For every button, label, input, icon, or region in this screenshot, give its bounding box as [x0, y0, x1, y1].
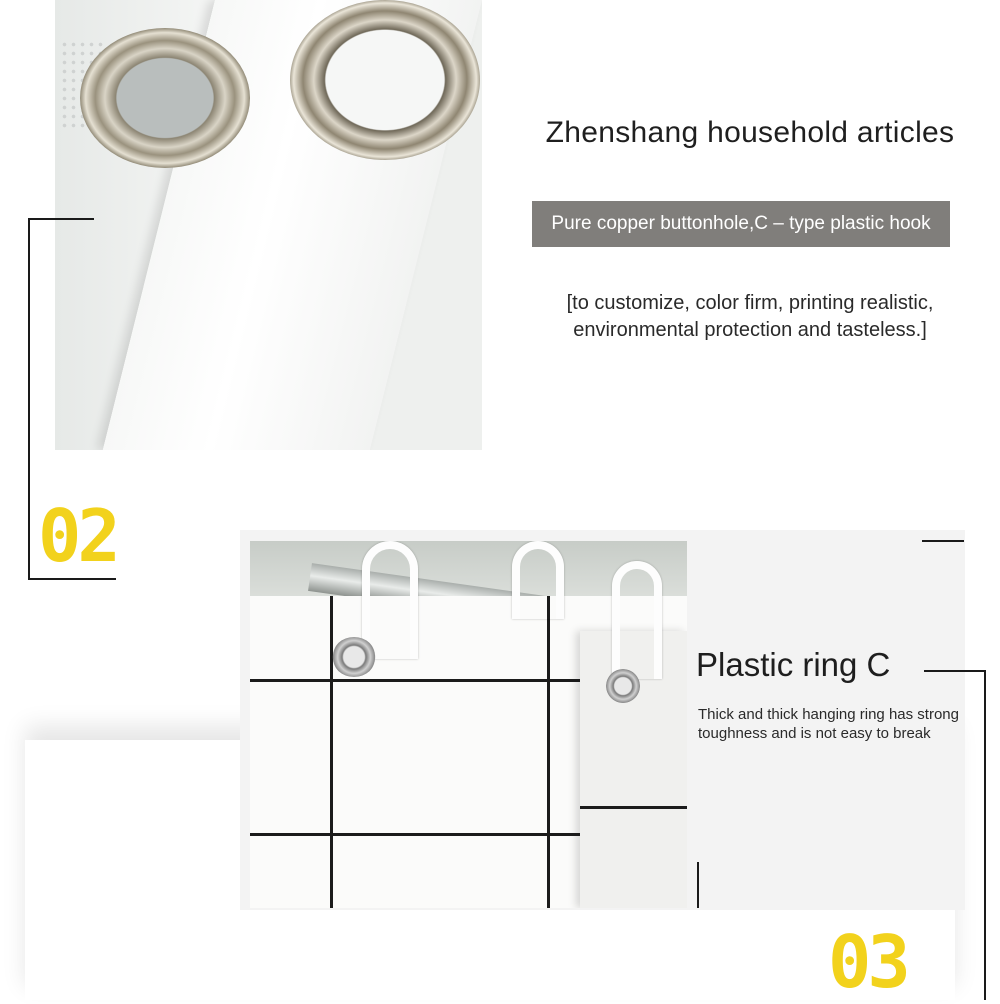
section-number-03: 03 [828, 920, 907, 1004]
bracket-line-top [28, 218, 94, 220]
grid-line [580, 806, 687, 809]
bracket-line-vertical [28, 218, 30, 580]
feature-tag [532, 201, 950, 247]
eyelet [606, 669, 640, 703]
section-number-02: 02 [38, 494, 117, 578]
eyelet [332, 637, 376, 677]
ring-bracket-top [924, 670, 986, 672]
grid-line [547, 596, 550, 908]
feature-tag-label: Pure copper buttonhole,C – type plastic hook [551, 213, 931, 234]
grid-line [250, 833, 580, 836]
description-line-1: [to customize, color firm, printing realistic, [566, 292, 934, 314]
brand-title: Zhenshang household articles [545, 116, 955, 149]
ring-title: Plastic ring C [696, 646, 891, 683]
bracket-line-bottom [28, 578, 116, 580]
ring-bracket-vertical [984, 670, 986, 1000]
grommet-photo [55, 0, 482, 450]
grid-line [250, 679, 580, 682]
grid-line [330, 596, 333, 908]
copper-grommet-right [290, 0, 480, 160]
divider-line [697, 862, 699, 908]
copper-grommet-left [80, 28, 250, 168]
corner-line [922, 540, 964, 542]
ring-description: Thick and thick hanging ring has strong toughness and is not easy to break [698, 706, 959, 742]
description-line-2: environmental protection and tasteless.] [573, 319, 927, 341]
c-hook [612, 561, 662, 679]
feature-description [520, 290, 980, 344]
c-hook [512, 541, 564, 619]
c-hook [362, 541, 418, 659]
ring-hook-photo [250, 541, 687, 908]
